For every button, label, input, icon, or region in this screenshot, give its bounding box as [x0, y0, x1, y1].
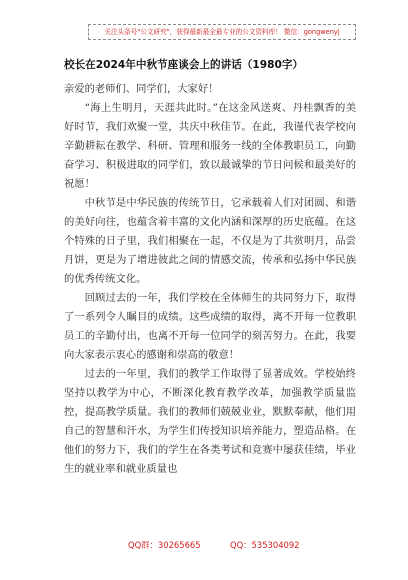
footer-qq: QQ：535304092 — [230, 540, 300, 550]
footer-qq-group: QQ群：30265665 — [128, 540, 201, 550]
document-body — [64, 80, 356, 479]
header-banner: 关注头条号"公文研究"，获得最新最全最专业的公文资料库！ 微信：gongwenyj — [88, 24, 356, 40]
document-title: 校长在2024年中秋节座谈会上的讲话（1980字） — [64, 59, 304, 71]
paragraph: 回顾过去的一年，我们学校在全体师生的共同努力下，取得了一系列令人瞩目的成绩。这些成绩的取得，离不开每一位教职员工的辛勤付出，也离不开每一位同学的刻苦努力。在此，我要向大家表示衷心的感谢和崇高的敬意！ — [64, 292, 356, 361]
footer — [0, 538, 408, 552]
paragraph: 中秋节是中华民族的传统节日，它承载着人们对团圆、和谐的美好向往，也蕴含着丰富的文化内涵和深厚的历史底蕴。在这个特殊的日子里，我们相聚在一起，不仅是为了共赏明月，品尝月饼，更是为了增进彼此之间的情感交流，传承和弘扬中华民族的优秀传统文化。 — [64, 197, 356, 285]
salutation: 亲爱的老师们、同学们，大家好！ — [64, 83, 219, 95]
paragraph: 过去的一年里，我们的教学工作取得了显著成效。学校始终坚持以教学为中心，不断深化教育教学改革，加强教学质量监控，提高教学质量。我们的教师们兢兢业业，默默奉献，他们用自己的智慧和汗水，为学生们传授知识培养能力，塑造品格。在他们的努力下，我们的学生在各类考试和竞赛中屡获佳绩，毕业生的就业率和就业质量也 — [64, 368, 356, 475]
paragraph: “海上生明月，天涯共此时。”在这金风送爽、丹桂飘香的美好时节，我们欢聚一堂，共庆中秋佳节。在此，我谨代表学校向辛勤耕耘在教学、科研、管理和服务一线的全体教职员工，向勤奋学习、积极进取的同学们，致以最诚挚的节日问候和最美好的祝愿！ — [64, 102, 356, 190]
